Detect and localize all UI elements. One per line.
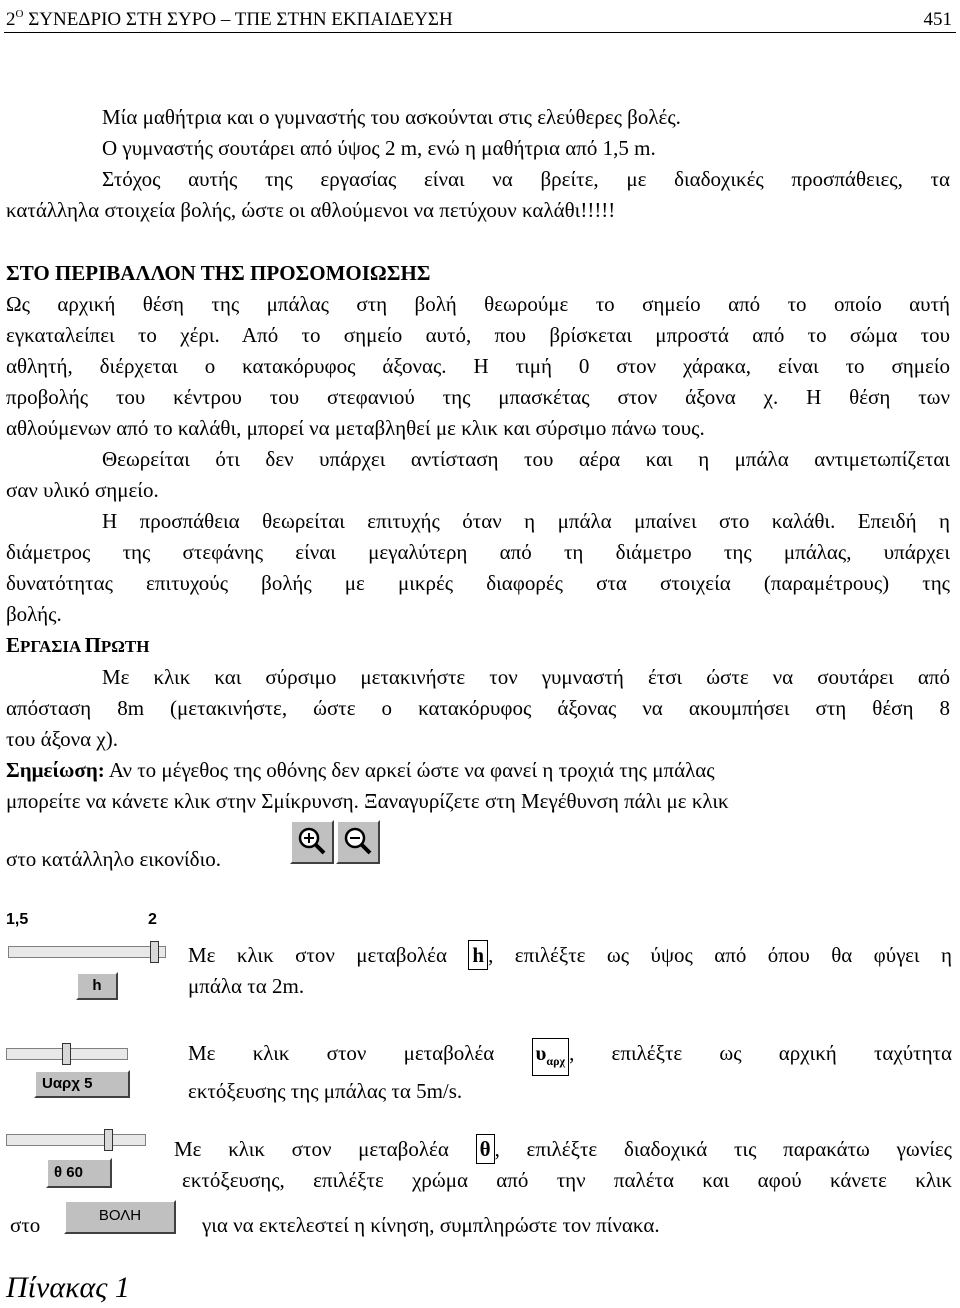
note-line: στο κατάλληλο εικονίδιο. <box>6 847 221 871</box>
angle-instruction: Με κλικ στον μεταβολέα θ , επιλέξτε διαδοχικά τις παρακάτω γωνίες εκτόξευσης, επιλέξτε χρώμα από την παλέτα και αφού κάνετε κλικ <box>174 1134 952 1196</box>
page-number: 451 <box>923 9 952 30</box>
task-line: Με κλικ και σύρσιμο μετακινήστε τον γυμναστή έτσι ώστε να σουτάρει από <box>102 665 950 689</box>
intro-section <box>6 102 950 226</box>
paragraph-line: Θεωρείται ότι δεν υπάρχει αντίσταση του αέρα και η μπάλα αντιμετωπίζεται <box>102 447 950 471</box>
paragraph-line: εγκαταλείπει το χέρι. Από το σημείο αυτό, που βρίσκεται μπροστά από το σώμα του <box>6 323 950 347</box>
task-line: απόσταση 8m (μετακινήστε, ώστε ο κατακόρυφος άξονας να ακουμπήσει στη θέση 8 <box>6 696 950 720</box>
paragraph-line: διάμετρος της στεφάνης είναι μεγαλύτερη από τη διάμετρο της μπάλας, υπάρχει <box>6 540 950 564</box>
angle-slider-track[interactable] <box>6 1134 146 1146</box>
velocity-control <box>6 1034 146 1104</box>
v-variable-box: $\upsilon_{\alpha\rho\chi}$ <box>532 1038 570 1076</box>
table-title: Πίνακας 1 <box>6 1271 130 1304</box>
intro-line: Μία μαθήτρια και ο γυμναστής του ασκούνται στις ελεύθερες βολές. <box>102 105 681 129</box>
height-value-box[interactable]: h <box>76 972 118 1000</box>
throw-button[interactable]: ΒΟΛΗ <box>64 1200 176 1234</box>
page-header <box>6 4 952 32</box>
angle-slider-thumb[interactable] <box>104 1129 113 1151</box>
task-line: του άξονα χ). <box>6 727 118 751</box>
height-max-label: 2 <box>148 911 157 928</box>
paragraph-line: προβολής του κέντρου του στεφανιού της μπασκέτας στον άξονα χ. Η θέση των <box>6 385 950 409</box>
throw-instruction: για να εκτελεστεί η κίνηση, συμπληρώστε τον πίνακα. <box>202 1213 660 1237</box>
paragraph-line: αθλούμενων από το καλάθι, μπορεί να μεταβληθεί με κλικ και σύρσιμο πάνω τους. <box>6 416 705 440</box>
sto-label: στο <box>10 1213 41 1237</box>
paragraph-line: δυνατότητας επιτυχούς βολής με μικρές διαφορές στα στοιχεία (παραμέτρους) της <box>6 571 950 595</box>
paragraph-line: Ως αρχική θέση της μπάλας στη βολή θεωρούμε το σημείο από το οποίο αυτή <box>6 292 950 316</box>
task-heading: ΕΡΓΑΣΙΑ ΠΡΩΤΗ <box>6 633 150 657</box>
velocity-value-box[interactable]: Uαρχ 5 <box>34 1070 130 1098</box>
angle-control <box>6 1128 156 1198</box>
environment-section <box>6 258 950 817</box>
zoom-out-icon <box>338 822 378 862</box>
velocity-instruction: Με κλικ στον μεταβολέα $\upsilon_{\alpha\rho\chi}$ , επιλέξτε ως αρχική ταχύτητα εκτόξευσης της μπάλας τα 5m/s. <box>188 1038 952 1107</box>
conference-title: $2^O$ ΣΥΝΕΔΡΙΟ ΣΤΗ ΣΥΡΟ – ΤΠΕ ΣΤΗΝ ΕΚΠΑΙΔΕΥΣΗ <box>6 8 453 30</box>
intro-line: Ο γυμναστής σουτάρει από ύψος 2 m, ενώ η μαθήτρια από 1,5 m. <box>102 136 656 160</box>
theta-variable-box: θ <box>476 1134 495 1164</box>
paragraph-line: βολής. <box>6 602 62 626</box>
zoom-out-button[interactable] <box>336 820 380 864</box>
note-label: Σημείωση: <box>6 758 105 782</box>
velocity-slider-thumb[interactable] <box>62 1043 71 1065</box>
height-instruction: Με κλικ στον μεταβολέα h , επιλέξτε ως ύψος από όπου θα φύγει η μπάλα τα 2m. <box>188 940 952 1002</box>
paragraph-line: Η προσπάθεια θεωρείται επιτυχής όταν η μπάλα μπαίνει στο καλάθι. Επειδή η <box>102 509 950 533</box>
section-heading: ΣΤΟ ΠΕΡΙΒΑΛΛΟΝ ΤΗΣ ΠΡΟΣΟΜΟΙΩΣΗΣ <box>6 261 431 285</box>
paragraph-line: αθλητή, διέρχεται ο κατακόρυφος άξονας. Η τιμή 0 στον χάρακα, είναι το σημείο <box>6 354 950 378</box>
note-line: Σημείωση: Αν το μέγεθος της οθόνης δεν αρκεί ώστε να φανεί η τροχιά της μπάλας <box>6 758 715 782</box>
intro-line: κατάλληλα στοιχεία βολής, ώστε οι αθλούμενοι να πετύχουν καλάθι!!!!! <box>6 198 616 222</box>
height-slider-thumb[interactable] <box>150 941 159 963</box>
height-min-label: 1,5 <box>6 911 29 928</box>
zoom-row <box>6 820 950 880</box>
intro-line: Στόχος αυτής της εργασίας είναι να βρείτε, με διαδοχικές προσπάθειες, τα <box>102 167 950 191</box>
zoom-in-icon <box>292 822 332 862</box>
header-rule <box>4 32 956 33</box>
paragraph-line: σαν υλικό σημείο. <box>6 478 159 502</box>
angle-value-box[interactable]: θ 60 <box>46 1158 112 1188</box>
height-slider-track[interactable] <box>8 946 166 958</box>
height-control <box>6 904 176 1004</box>
note-line: μπορείτε να κάνετε κλικ στην Σμίκρυνση. Ξαναγυρίζετε στη Μεγέθυνση πάλι με κλικ <box>6 789 729 813</box>
h-variable-box: h <box>468 940 488 970</box>
zoom-in-button[interactable] <box>290 820 334 864</box>
